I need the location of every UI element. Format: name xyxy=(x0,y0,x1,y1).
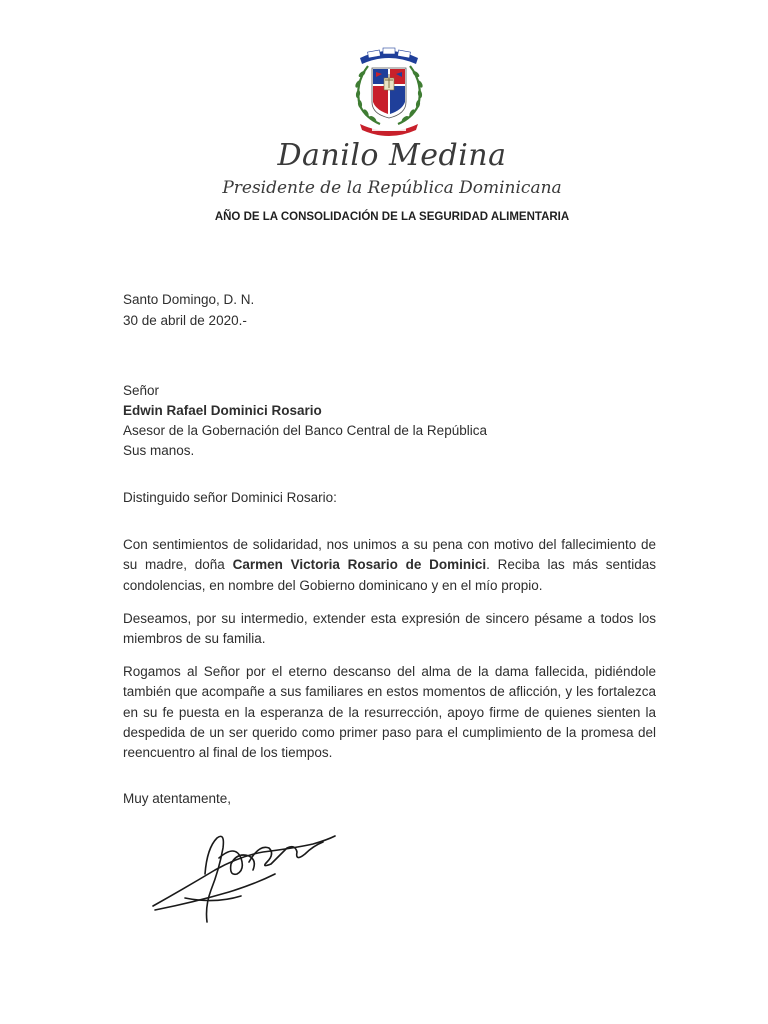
recipient-position: Asesor de la Gobernación del Banco Central de la República xyxy=(123,423,487,438)
paragraph-family: Deseamos, por su intermedio, extender esta expresión de sincero pésame a todos los miembros de su familia. xyxy=(123,611,656,647)
signature-image xyxy=(145,818,345,928)
deceased-name: Carmen Victoria Rosario de Dominici xyxy=(232,557,487,573)
recipient-salutation: Señor xyxy=(123,383,160,398)
paragraph-condolence xyxy=(123,535,656,596)
sender-title: Presidente de la República Dominicana xyxy=(222,178,562,198)
greeting: Distinguido señor Dominici Rosario: xyxy=(123,490,337,505)
recipient-delivery: Sus manos. xyxy=(123,443,195,458)
paragraph-prayer: Rogamos al Señor por el eterno descanso del alma de la dama fallecida, pidiéndole también que acompañe a sus familiares en estos momentos de aflicción, y les fortalezca en su fe puesta en la esperanza de la resurrección, apoyo firme de quienes sienten la despedida de un ser querido como primer paso para el cumplimiento de la promesa del reencuentro al final de los tiempos. xyxy=(123,664,656,761)
year-motto: AÑO DE LA CONSOLIDACIÓN DE LA SEGURIDAD ALIMENTARIA xyxy=(214,211,570,223)
sender-name: Danilo Medina xyxy=(277,138,507,173)
paragraph-condolence-part1: Con sentimientos de solidaridad, nos unimos a su pena con motivo del fallecimiento de su madre, doña xyxy=(123,537,656,573)
recipient-name: Edwin Rafael Dominici Rosario xyxy=(123,403,322,418)
coat-of-arms-icon xyxy=(346,44,432,138)
place: Santo Domingo, D. N. xyxy=(123,292,255,307)
paragraph-condolence-part2: . Reciba las más sentidas condolencias, en nombre del Gobierno dominicano y en el mío propio. xyxy=(123,557,657,593)
date: 30 de abril de 2020.- xyxy=(123,313,247,328)
closing: Muy atentamente, xyxy=(123,791,232,806)
